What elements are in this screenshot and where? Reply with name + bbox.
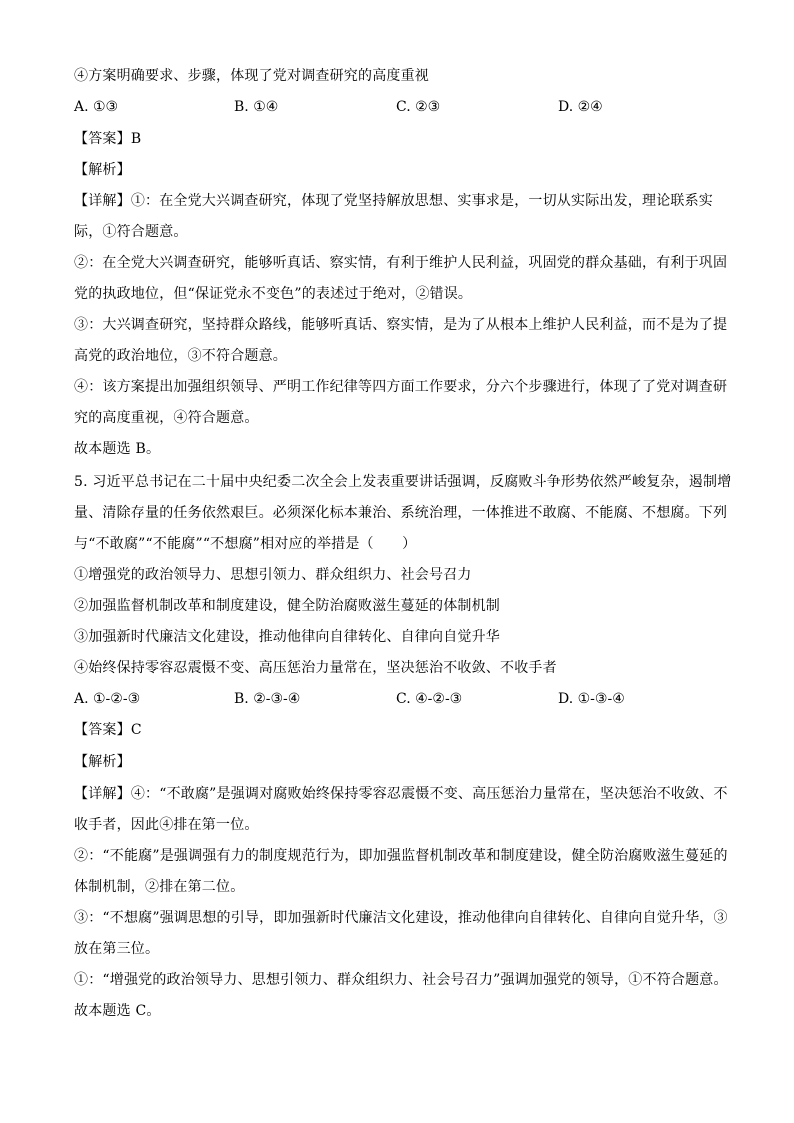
q4-option-d: D. ②④ (558, 99, 603, 115)
q5-detail-line: 体制机制，②排在第二位。 (74, 879, 245, 895)
q5-option-b: B. ②-③-④ (234, 691, 301, 707)
q5-detail-line (74, 784, 728, 804)
q4-detail-line: 党的执政地位，但“保证党永不变色”的表述过于绝对，②错误。 (74, 286, 473, 302)
q5-statement-1: ①增强党的政治领导力、思想引领力、群众组织力、社会号召力 (74, 567, 472, 583)
q5-option-c: C. ④-②-③ (396, 691, 463, 707)
q5-stem-line: 与“不敢腐”“不能腐”“不想腐”相对应的举措是（ ） (74, 536, 417, 552)
detail-text: ①：在全党大兴调查研究，体现了党坚持解放思想、实事求是，一切从实际出发，理论联系实 (130, 193, 714, 209)
q5-analysis-label: 【解析】 (74, 754, 131, 770)
q4-option-c: C. ②③ (396, 99, 441, 115)
answer-label: 【答案】 (74, 131, 131, 147)
answer-label: 【答案】 (74, 722, 131, 738)
detail-label: 【详解】 (74, 193, 131, 209)
q4-detail-line: 际，①符合题意。 (74, 224, 188, 240)
q4-conclusion: 故本题选 B。 (74, 441, 161, 457)
answer-value: B (130, 131, 142, 147)
q5-detail-line: ②：“不能腐”是强调强有力的制度规范行为，即加强监督机制改革和制度建设，健全防治腐败滋生蔓延的 (74, 848, 728, 864)
q4-statement-4: ④方案明确要求、步骤，体现了党对调查研究的高度重视 (74, 68, 429, 84)
q4-analysis-label: 【解析】 (74, 162, 131, 178)
q4-detail-line: 究的高度重视，④符合题意。 (74, 410, 259, 426)
q5-statement-4: ④始终保持零容忍震慑不变、高压惩治力量常在，坚决惩治不收敛、不收手者 (74, 660, 557, 676)
q4-detail-line: ②：在全党大兴调查研究，能够听真话、察实情，有利于维护人民利益，巩固党的群众基础，有利于巩固 (74, 255, 728, 271)
q5-detail-line: ③：“不想腐”强调思想的引导，即加强新时代廉洁文化建设，推动他律向自律转化、自律向自觉升华，③ (74, 910, 728, 926)
q5-statement-2: ②加强监督机制改革和制度建设，健全防治腐败滋生蔓延的体制机制 (74, 598, 500, 614)
detail-text: ④：“不敢腐”是强调对腐败始终保持零容忍震慑不变、高压惩治力量常在，坚决惩治不收敛、不 (130, 786, 728, 802)
q4-detail-line: 高党的政治地位，③不符合题意。 (74, 348, 287, 364)
q5-stem-line: 量、清除存量的任务依然艰巨。必须深化标本兼治、系统治理，一体推进不敢腐、不能腐、不想腐。下列 (74, 505, 728, 521)
q4-option-b: B. ①④ (234, 99, 279, 115)
q5-detail-line: 放在第三位。 (74, 941, 160, 957)
detail-label: 【详解】 (74, 786, 131, 802)
q4-detail-line (74, 191, 713, 211)
q5-answer (74, 720, 142, 740)
q5-option-a: A. ①-②-③ (74, 691, 141, 707)
q5-detail-line: 收手者，因此④排在第一位。 (74, 817, 259, 833)
q5-statement-3: ③加强新时代廉洁文化建设，推动他律向自律转化、自律向自觉升华 (74, 629, 500, 645)
q5-conclusion: 故本题选 C。 (74, 1003, 161, 1019)
q4-detail-line: ④：该方案提出加强组织领导、严明工作纪律等四方面工作要求，分六个步骤进行，体现了了党对调查研 (74, 379, 728, 395)
q4-detail-line: ③：大兴调查研究，坚持群众路线，能够听真话、察实情，是为了从根本上维护人民利益，而不是为了提 (74, 317, 728, 333)
answer-value: C (130, 722, 142, 738)
q4-option-a: A. ①③ (74, 99, 119, 115)
q4-answer (74, 129, 141, 149)
q5-detail-line: ①：“增强党的政治领导力、思想引领力、群众组织力、社会号召力”强调加强党的领导，①不符合题意。 (74, 972, 728, 988)
q5-option-d: D. ①-③-④ (558, 691, 625, 707)
q5-stem-line: 5. 习近平总书记在二十届中央纪委二次全会上发表重要讲话强调，反腐败斗争形势依然严峻复杂，遏制增 (74, 474, 732, 490)
